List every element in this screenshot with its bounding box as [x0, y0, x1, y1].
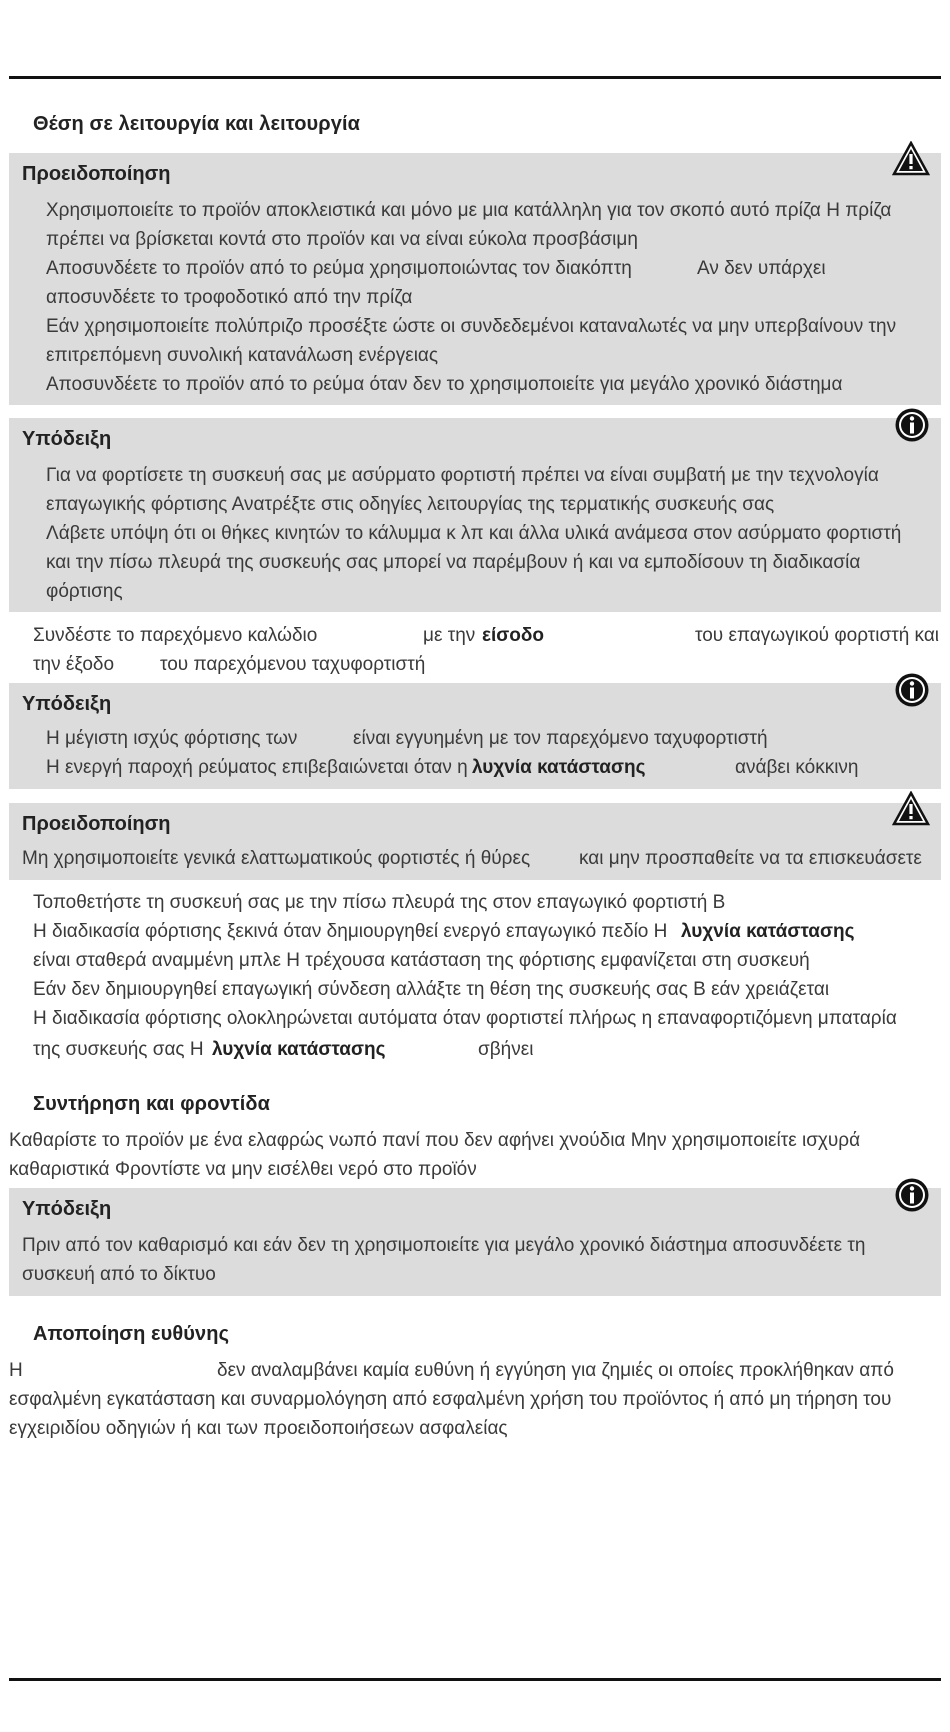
section-heading-operation: Θέση σε λειτουργία και λειτουργία	[33, 113, 361, 135]
warning-text-line: Εάν χρησιμοποιείτε πολύπριζο προσέξτε ώστε οι συνδεδεμένοι καταναλωτές να μην υπερβαίνουν την	[46, 316, 897, 337]
placement-text: είναι σταθερά αναμμένη μπλε Η τρέχουσα κατάσταση της φόρτισης εμφανίζεται στη συσκευή	[33, 950, 810, 971]
note-box	[9, 418, 941, 612]
section-heading-disclaimer: Αποποίηση ευθύνης	[33, 1323, 230, 1345]
placement-text: Η διαδικασία φόρτισης ολοκληρώνεται αυτόματα όταν φορτιστεί πλήρως η επαναφορτιζόμενη μπαταρία	[33, 1008, 897, 1029]
note-text-bold	[472, 756, 645, 780]
disclaimer-text: εγχειριδίου οδηγιών ή και των προειδοποιήσεων ασφαλείας	[9, 1418, 508, 1439]
connect-text: Συνδέστε το παρεχόμενο καλώδιο	[33, 625, 318, 646]
note-box	[9, 1188, 941, 1296]
warning-triangle-icon	[892, 791, 930, 827]
connect-input-label: είσοδο	[482, 625, 545, 646]
placement-text: Εάν δεν δημιουργηθεί επαγωγική σύνδεση αλλάξτε τη θέση της συσκευής σας B εάν χρειάζεται	[33, 979, 830, 1000]
warning-title: Προειδοποίηση	[22, 813, 171, 835]
status-led-label: λυχνία κατάστασης	[681, 921, 855, 942]
care-text: Καθαρίστε το προϊόν με ένα ελαφρώς νωπό πανί που δεν αφήνει χνούδια Μην χρησιμοποιείτε ισχυρά	[9, 1130, 861, 1151]
placement-text: της συσκευής σας Η	[33, 1039, 204, 1060]
connect-text: με την	[423, 625, 476, 646]
info-icon	[894, 1177, 930, 1213]
note-title: Υπόδειξη	[22, 428, 112, 450]
note-title: Υπόδειξη	[22, 693, 112, 715]
warning-text-line: Χρησιμοποιείτε το προϊόν αποκλειστικά και μόνο με μια κατάλληλη για τον σκοπό αυτό πρίζα Η πρίζα	[46, 200, 892, 221]
warning-text-line: πρέπει να βρίσκεται κοντά στο προϊόν και να είναι εύκολα προσβάσιμη	[46, 229, 638, 250]
note-text-line: είναι εγγυημένη με τον παρεχόμενο ταχυφορτιστή	[353, 728, 768, 749]
connect-paragraph	[0, 621, 950, 681]
disclaimer-text: εσφαλμένη εγκατάσταση και συναρμολόγηση από εσφαλμένη χρήση του προϊόντος ή από μη τήρηση του	[9, 1389, 892, 1410]
info-icon	[894, 672, 930, 708]
section-heading-care: Συντήρηση και φροντίδα	[33, 1093, 270, 1115]
warning-text-line: και μην προσπαθείτε να τα επισκευάσετε	[579, 848, 922, 869]
note-text-line: και την πίσω πλευρά της συσκευής σας μπορεί να παρέμβουν ή και να εμποδίσουν τη διαδικασία	[46, 552, 861, 573]
connect-text: την έξοδο	[33, 654, 115, 675]
placement-text: σβήνει	[478, 1039, 534, 1060]
top-divider	[9, 76, 941, 79]
status-led-label: λυχνία κατάστασης	[212, 1039, 386, 1060]
note-text-line: Η ενεργή παροχή ρεύματος επιβεβαιώνεται όταν η	[46, 757, 468, 778]
note-text-line: Για να φορτίσετε τη συσκευή σας με ασύρματο φορτιστή πρέπει να είναι συμβατή με την τεχνολογία	[46, 465, 879, 486]
warning-text-line: αποσυνδέετε το τροφοδοτικό από την πρίζα	[46, 287, 413, 308]
note-text-line: φόρτισης	[46, 581, 123, 602]
note-title: Υπόδειξη	[22, 1198, 112, 1220]
bottom-divider	[9, 1678, 941, 1681]
warning-box	[9, 153, 941, 405]
warning-triangle-icon	[892, 141, 930, 177]
placement-text: Η διαδικασία φόρτισης ξεκινά όταν δημιουργηθεί ενεργό επαγωγικό πεδίο Η	[33, 921, 668, 942]
note-text-line: Η μέγιστη ισχύς φόρτισης των	[46, 728, 298, 749]
warning-text-line: Αν δεν υπάρχει	[697, 258, 826, 279]
note-text-line: Λάβετε υπόψη ότι οι θήκες κινητών το κάλυμμα κ λπ και άλλα υλικά ανάμεσα στον ασύρματο φορτιστή	[46, 523, 902, 544]
connect-text: του επαγωγικού φορτιστή και	[695, 625, 940, 646]
warning-text-line: επιτρεπόμενη συνολική κατανάλωση ενέργειας	[46, 345, 439, 366]
warning-text-line: Αποσυνδέετε το προϊόν από το ρεύμα χρησιμοποιώντας τον διακόπτη	[46, 258, 632, 279]
disclaimer-text: δεν αναλαμβάνει καμία ευθύνη ή εγγύηση για ζημιές οι οποίες προκλήθηκαν από	[217, 1360, 894, 1381]
connect-text: του παρεχόμενου ταχυφορτιστή	[160, 654, 426, 675]
note-text-line: επαγωγικής φόρτισης Ανατρέξτε στις οδηγίες λειτουργίας της τερματικής συσκευής σας	[46, 494, 775, 515]
care-text: καθαριστικά Φροντίστε να μην εισέλθει νερό στο προϊόν	[9, 1159, 477, 1180]
warning-text-line: Μη χρησιμοποιείτε γενικά ελαττωματικούς φορτιστές ή θύρες	[22, 848, 531, 869]
note-text-line: Πριν από τον καθαρισμό και εάν δεν τη χρησιμοποιείτε για μεγάλο χρονικό διάστημα αποσυνδέετε τη	[22, 1235, 866, 1256]
status-led-label: λυχνία κατάστασης	[472, 757, 646, 778]
warning-title: Προειδοποίηση	[22, 163, 171, 185]
note-text-line: συσκευή από το δίκτυο	[22, 1264, 216, 1285]
placement-paragraph	[0, 888, 950, 1068]
placement-text: Τοποθετήστε τη συσκευή σας με την πίσω πλευρά της στον επαγωγικό φορτιστή B	[33, 892, 726, 913]
warning-text-line: Αποσυνδέετε το προϊόν από το ρεύμα όταν δεν το χρησιμοποιείτε για μεγάλο χρονικό διάστημα	[46, 374, 843, 395]
disclaimer-text: Η	[9, 1360, 23, 1381]
info-icon	[894, 407, 930, 443]
warning-box	[9, 803, 941, 880]
note-text-line: ανάβει κόκκινη	[735, 757, 859, 778]
note-box	[9, 683, 941, 789]
disclaimer-paragraph	[0, 1356, 950, 1446]
